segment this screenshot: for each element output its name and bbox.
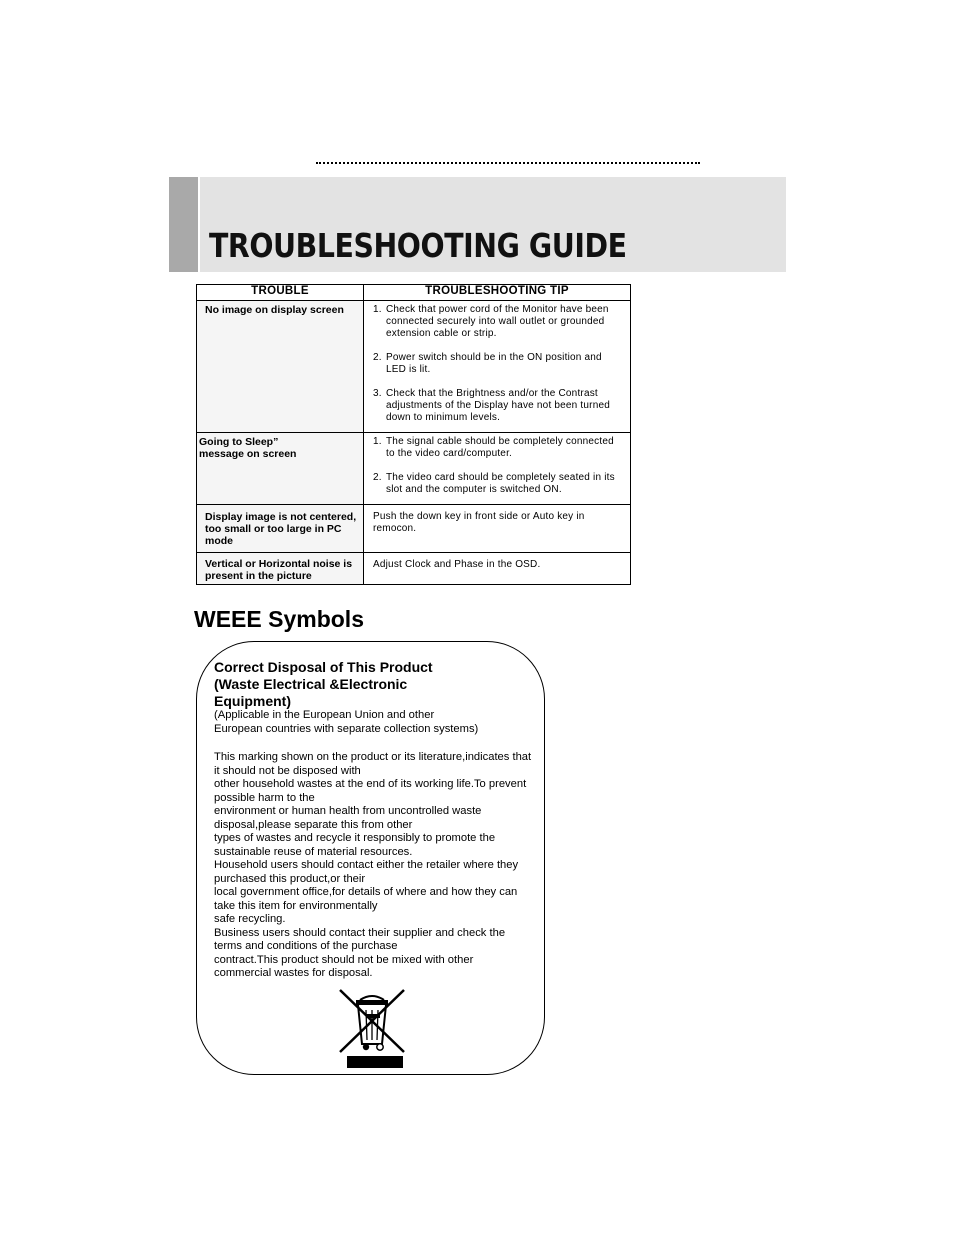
weee-body-line: local government office,for details of where and how they can take this item for environmentally: [214, 886, 518, 912]
weee-body-line: contract.This product should not be mixed with other commercial wastes for disposal.: [214, 953, 474, 979]
tip-cell: [364, 301, 631, 433]
title-banner-accent: [169, 177, 198, 272]
page-title: TROUBLESHOOTING GUIDE: [209, 226, 627, 265]
column-header-trouble: TROUBLE: [197, 285, 364, 301]
table-header-row: [197, 285, 631, 301]
tip-item: 2. The video card should be completely seated in its slot and the computer is switched ON.: [373, 472, 615, 495]
tip-cell: Push the down key in front side or Auto key in remocon.: [364, 505, 631, 553]
tip-item: 1. The signal cable should be completely connected to the video card/computer.: [373, 436, 614, 459]
weee-body: [214, 751, 532, 981]
column-header-tip: TROUBLESHOOTING TIP: [364, 285, 631, 301]
weee-title: Correct Disposal of This Product (Waste Electrical &Electronic Equipment): [214, 659, 433, 709]
trouble-cell: Going to Sleep” message on screen: [197, 433, 364, 505]
weee-body-line: other household wastes at the end of its working life.To prevent possible harm to the: [214, 778, 527, 804]
tip-item: 3. Check that the Brightness and/or the Contrast adjustments of the Display have not been turned down to minimum levels.: [373, 388, 610, 423]
crossed-out-wheelie-bin-icon: [336, 988, 408, 1072]
weee-body-line: Household users should contact either the retailer where they purchased this product,or their: [214, 859, 519, 885]
table-row: [197, 505, 631, 553]
weee-body-line: This marking shown on the product or its literature,indicates that it should not be disposed with: [214, 751, 532, 777]
trouble-cell: No image on display screen: [197, 301, 364, 433]
table-row: [197, 433, 631, 505]
dotted-separator: [316, 154, 700, 164]
trouble-cell: Vertical or Horizontal noise is present in the picture: [197, 553, 364, 585]
tip-cell: Adjust Clock and Phase in the OSD.: [364, 553, 631, 585]
table-row: [197, 301, 631, 433]
table-row: [197, 553, 631, 585]
weee-heading: WEEE Symbols: [194, 606, 364, 632]
troubleshooting-table: [196, 284, 631, 585]
weee-body-line: safe recycling.: [214, 913, 286, 925]
tip-list: [373, 436, 622, 496]
weee-body-line: environment or human health from uncontrolled waste disposal,please separate this from other: [214, 805, 482, 831]
weee-body-line: Business users should contact their supplier and check the terms and conditions of the purchase: [214, 926, 506, 952]
tip-cell: [364, 433, 631, 505]
weee-subtitle: (Applicable in the European Union and other European countries with separate collection systems): [214, 709, 479, 735]
tip-item: 2. Power switch should be in the ON position and LED is lit.: [373, 352, 602, 375]
tip-list: [373, 304, 622, 424]
weee-body-line: types of wastes and recycle it responsibly to promote the sustainable reuse of material resources.: [214, 832, 496, 858]
tip-item: 1. Check that power cord of the Monitor have been connected securely into wall outlet or grounded extension cable or strip.: [373, 304, 609, 339]
trouble-cell: Display image is not centered, too small or too large in PC mode: [197, 505, 364, 553]
